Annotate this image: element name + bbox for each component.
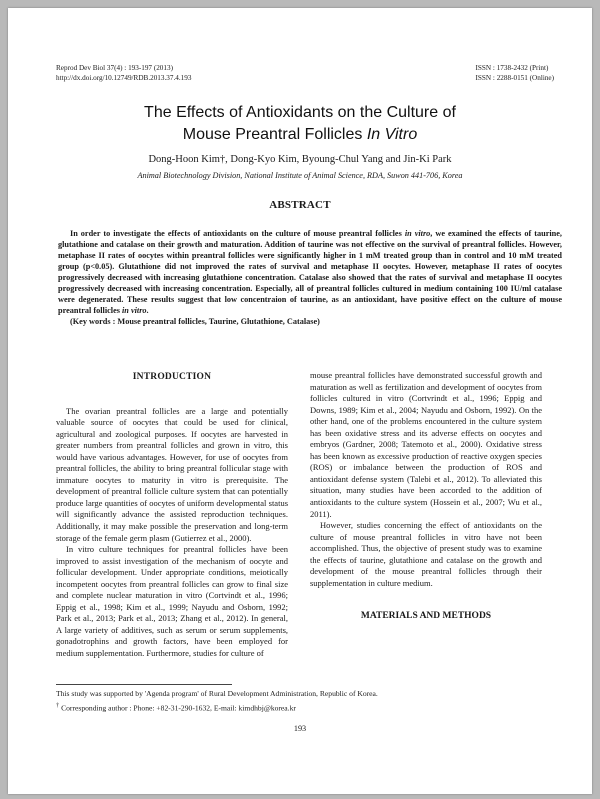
affiliation: Animal Biotechnology Division, National Institute of Animal Science, RDA, Suwon 441-706, Korea <box>137 171 463 180</box>
issn-online: ISSN : 2288-0151 (Online) <box>475 74 554 82</box>
paper-page <box>8 8 592 794</box>
abstract-text <box>58 228 562 316</box>
doi-link[interactable]: http://dx.doi.org/10.12749/RDB.2013.37.4.193 <box>56 74 192 82</box>
footnote-divider <box>56 684 232 685</box>
intro-paragraph-3: However, studies concerning the effect of antioxidants on the culture of mouse preantral follicles in vitro have not been accomplished. Thus, the objective of present study was to examine the effects of taurine, glutathione and catalase on the growth and development of the mouse preantral follicles through their supplementation in culture medium. <box>310 520 542 588</box>
journal-header-left <box>56 63 191 83</box>
abstract-italic-1: in vitro <box>404 229 431 238</box>
corresponding-footnote <box>56 701 562 714</box>
abstract-italic-2: in vitro <box>122 306 147 316</box>
title-line-2 <box>8 124 592 146</box>
left-column <box>56 366 288 660</box>
intro-paragraph-2-continued: mouse preantral follicles have demonstrated successful growth and maturation as well as fertilization and development of oocytes from follicles cultured in vitro (Cortvrindt et al., 1996; Eppig and Downs, 1989; Kim et al., 2004; Nayudu and Osborn, 1992). On the other hand, one of the problems encountered in the culture system has been oxidative stress and its adverse effects on oocytes and embryos (Gardner, 2008; Tatemoto et al., 2000). Oxidative stress has been known as excessive production of reactive oxygen species (ROS) or imbalance between the production of ROS and antioxidant defense system (Talebi et al., 2012). To alleviated this situation, many studies have been accorded to the addition of antioxidants to the culture system (Hossein et al., 2007; Wu et al., 2011). <box>310 370 542 519</box>
keywords: (Key words : Mouse preantral follicles, Taurine, Glutathione, Catalase) <box>70 317 320 327</box>
title-line-1: The Effects of Antioxidants on the Culture of <box>144 104 456 121</box>
title-line-2-text: Mouse Preantral Follicles <box>182 126 367 143</box>
author-list: Dong-Hoon Kim†, Dong-Kyo Kim, Byoung-Chul Yang and Jin-Ki Park <box>148 154 452 165</box>
intro-paragraph-2: In vitro culture techniques for preantral follicles have been improved to assist investigation of the mechanism of oocyte and follicular development. Under appropriate conditions, meiotically incompetent oocytes from preantral follicles can grow to final size and complete nuclear maturation in vitro (Cortvindt et al., 1996; Eppig et al., 1998; Kim et al., 1999; Nayudu and Osborn, 1992; Park et al., 2013; Park et al., 2013; Zhang et al., 2012). In general, A large variety of additives, such as serum or serum supplements, gonadotrophins and growth factors, have been employed for medium supplementation. Furthermore, studies for culture of <box>56 544 288 659</box>
corresponding-text: Corresponding author : Phone: +82-31-290-1632, E-mail: kimdhbj@korea.kr <box>59 703 296 713</box>
page-number: 193 <box>293 724 307 733</box>
introduction-heading: INTRODUCTION <box>132 372 212 382</box>
abstract-text-part-1: In order to investigate the effects of antioxidants on the culture of mouse preantral follicles <box>70 229 405 238</box>
intro-paragraph-1: The ovarian preantral follicles are a large and potentially valuable source of oocytes that could be used for clinical, agricultural and zoological purposes. If oocytes are harvested in greater numbers from preantral follicles and grown in vitro, this would have various advantages. However, for use of oocytes from preantral follicles, the ability to bring preantral follicular stage with immature oocytes to maturity in vitro is prerequisite. The development of preantral follicle culture system that can potentially produce large quantities of oocytes of uniform developmental status will significantly advance the assisted reproduction techniques. Additionally, it may make possible the preservation and long-term storage of the female germ plasm (Gutierrez et al., 2000). <box>56 405 288 543</box>
abstract-body <box>58 228 562 327</box>
issn-print: ISSN : 1738-2432 (Print) <box>475 64 549 72</box>
methods-heading: MATERIALS AND METHODS <box>360 611 492 622</box>
abstract-text-part-3: . <box>146 306 149 316</box>
right-column <box>310 370 542 623</box>
journal-citation: Reprod Dev Biol 37(4) : 193-197 (2013) <box>56 64 173 72</box>
abstract-heading: ABSTRACT <box>269 199 331 211</box>
funding-footnote: This study was supported by 'Agenda program' of Rural Development Administration, Republic of Korea. <box>56 689 378 698</box>
journal-header-right <box>476 63 554 83</box>
paper-title <box>8 102 592 146</box>
title-line-2-italic: In Vitro <box>366 126 418 143</box>
dagger-mark: † <box>56 702 60 709</box>
abstract-text-part-2: , we examined the effects of taurine, glutathione and catalase on their growth and maturation. Addition of taurine was not effective on the survival of preantral follicles. However, metaphase II rates of oocytes within preantral follicles were significantly higher in 1 mM treated group than in control and 10 mM treated group (p<0.05). Glutathione did not improved the rates of survival and metaphase II oocytes. However, metaphase II rates of oocytes progressively decreased with increasing glutathione concentration. Catalase also showed that the rates of survival and metaphase II oocytes progressively decreased with increasing concentration. Especially, all of preantral follicles cultured in medium containing 100 IU/ml catalase were degenerated. These results suggest that low concentraion of taurine, as an antioxidant, have positive effect on the culture of mouse preantral follicles <box>58 229 562 316</box>
